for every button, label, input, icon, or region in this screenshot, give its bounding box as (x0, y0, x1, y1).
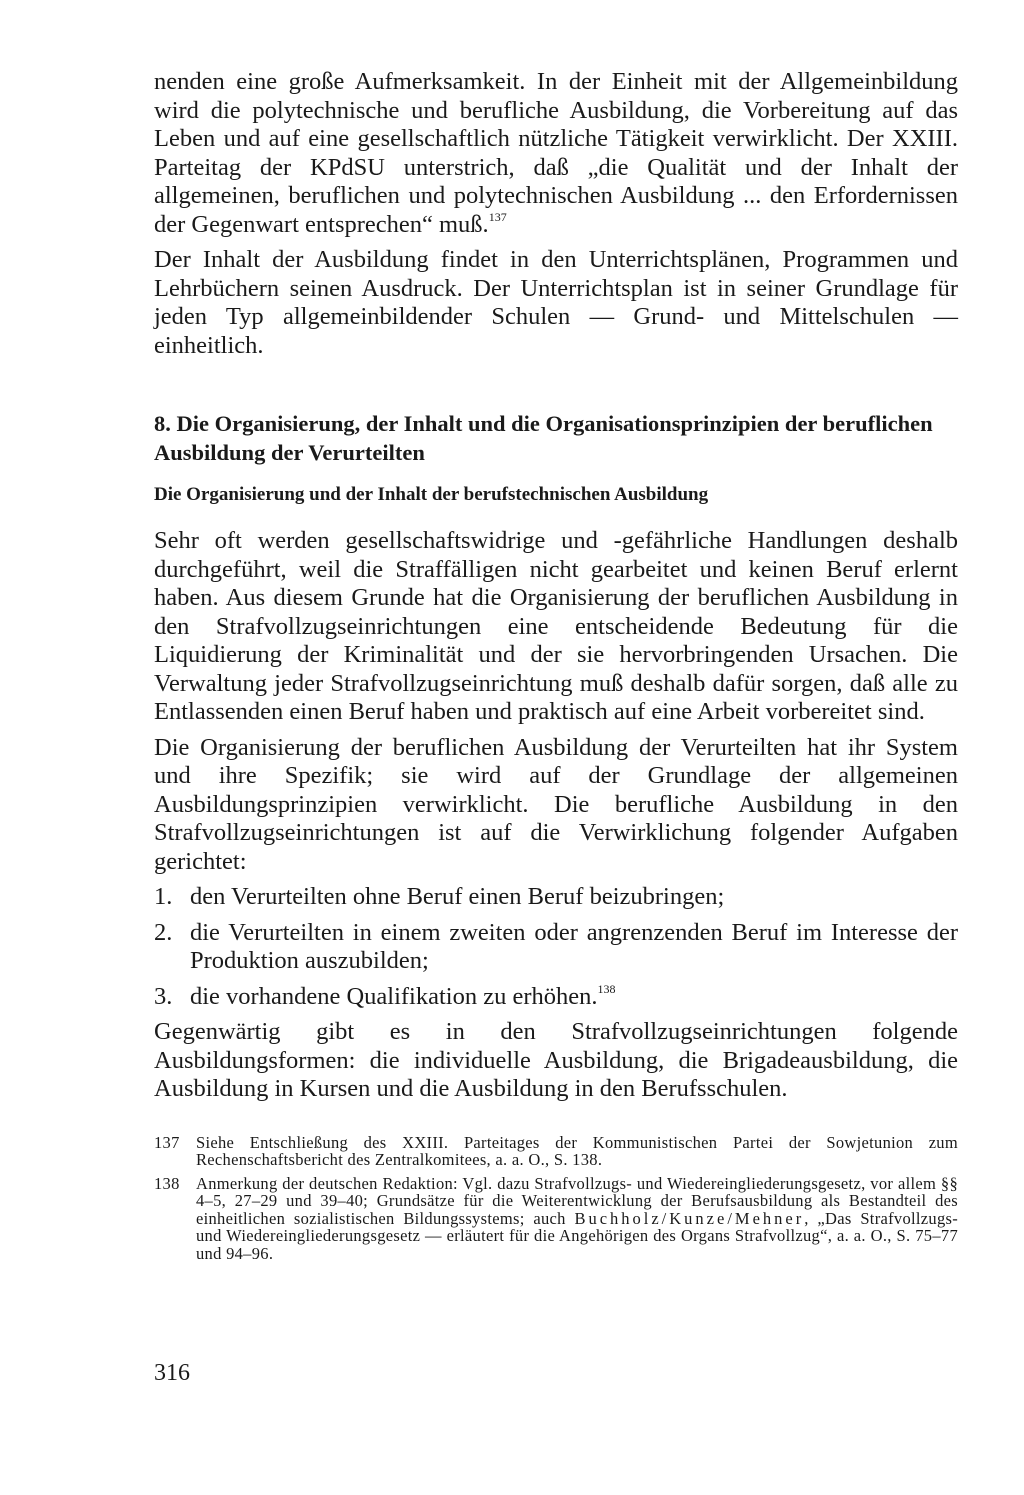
paragraph: Der Inhalt der Ausbildung findet in den Unterrichtsplänen, Programmen und Lehrbüchern seinen Ausdruck. Der Unterrichtsplan ist in seiner Grundlage für jeden Typ allgemeinbildender Schulen — Grund- und Mittelschulen — einheitlich. (154, 246, 958, 359)
list-item (154, 883, 958, 912)
list-text: die Verurteilten in einem zweiten oder angrenzenden Beruf im Interesse der Produktion auszubilden; (190, 918, 958, 974)
footnote-text-part: , „Das Strafvollzugs- und Wiedereingliederungsgesetz — erläutert für die Angehörigen des Organs Strafvollzug“, a. a. O., S. 75–77 und 94–96. (196, 1208, 959, 1263)
list-text-wrapper (190, 983, 958, 1012)
footnote-ref: 138 (597, 981, 616, 996)
list-number: 3. (154, 982, 173, 1010)
section-heading: 8. Die Organisierung, der Inhalt und die Organisationsprinzipien der beruflichen Ausbildung der Verurteilten (154, 411, 933, 465)
footnote-ref: 137 (488, 209, 507, 224)
paragraph: Sehr oft werden gesellschaftswidrige und -gefährliche Handlungen deshalb durchgeführt, weil die Straffälligen nicht gearbeitet und keinen Beruf erlernt haben. Aus diesem Grunde hat die Organisierung der beruflichen Ausbildung in den Strafvollzugseinrichtungen eine entscheidende Bedeutung für die Liquidierung der Kriminalität und der sie hervorbringenden Ursachen. Die Verwaltung jeder Strafvollzugseinrichtung muß deshalb dafür sorgen, daß alle zu Entlassenden einen Beruf haben und praktisch auf eine Arbeit vorbereitet sind. (154, 527, 958, 725)
paragraph: Gegenwärtig gibt es in den Strafvollzugseinrichtungen folgende Ausbildungsformen: die individuelle Ausbildung, die Brigadeausbildung, die Ausbildung in Kursen und die Ausbildung in den Berufsschulen. (154, 1018, 958, 1102)
footnote (154, 1175, 958, 1263)
list-number: 1. (154, 883, 173, 910)
paragraph-text: nenden eine große Aufmerksamkeit. In der Einheit mit der Allgemeinbildung wird die polytechnische und berufliche Ausbildung, die Vorbereitung auf das Leben und auf eine gesellschaftlich nützliche Tätigkeit verwirklicht. Der XXIII. Parteitag der KPdSU unterstrich, daß „die Qualität und der Inhalt der allgemeinen, beruflichen und polytechnischen Ausbildung ... den Erfordernissen der Gegenwart entsprechen“ muß. (154, 68, 958, 238)
footnote-authors: Buchholz/Kunze/Mehner (574, 1208, 805, 1228)
footnote-text: Siehe Entschließung des XXIII. Parteitages der Kommunistischen Partei der Sowjetunion zum Rechenschaftsbericht des Zentralkomitees, a. a. O., S. 138. (196, 1132, 958, 1169)
page-number: 316 (154, 1360, 190, 1386)
footnote-number: 138 (154, 1173, 180, 1193)
list-item (154, 919, 958, 976)
footnote (154, 1134, 958, 1169)
footnote-number: 137 (154, 1132, 180, 1152)
list-number: 2. (154, 918, 173, 946)
paragraph (154, 68, 958, 239)
footnote-text-part: Anmerkung der deutschen Redaktion: Vgl. dazu Strafvollzugs- und Wiedereingliederungsgesetz, vor allem §§ 4–5, 27–29 und 39–40; Grundsätze für die Weiterentwicklung der Berufsausbildung als Bestandteil des einheitlichen sozialistischen Bildungssystems; auch (196, 1173, 958, 1228)
list-text: den Verurteilten ohne Beruf einen Beruf beizubringen; (190, 883, 725, 910)
page-body (154, 68, 958, 1268)
footnote-text (196, 1175, 958, 1263)
list-text: die vorhandene Qualifikation zu erhöhen. (190, 982, 598, 1010)
subsection-heading: Die Organisierung und der Inhalt der berufstechnischen Ausbildung (154, 484, 709, 505)
paragraph: Die Organisierung der beruflichen Ausbildung der Verurteilten hat ihr System und ihre Spezifik; sie wird auf der Grundlage der allgemeinen Ausbildungsprinzipien verwirklicht. Die berufliche Ausbildung in den Strafvollzugseinrichtungen ist auf die Verwirklichung folgender Aufgaben gerichtet: (154, 733, 958, 875)
footnotes (154, 1134, 958, 1263)
list-item (154, 983, 958, 1012)
